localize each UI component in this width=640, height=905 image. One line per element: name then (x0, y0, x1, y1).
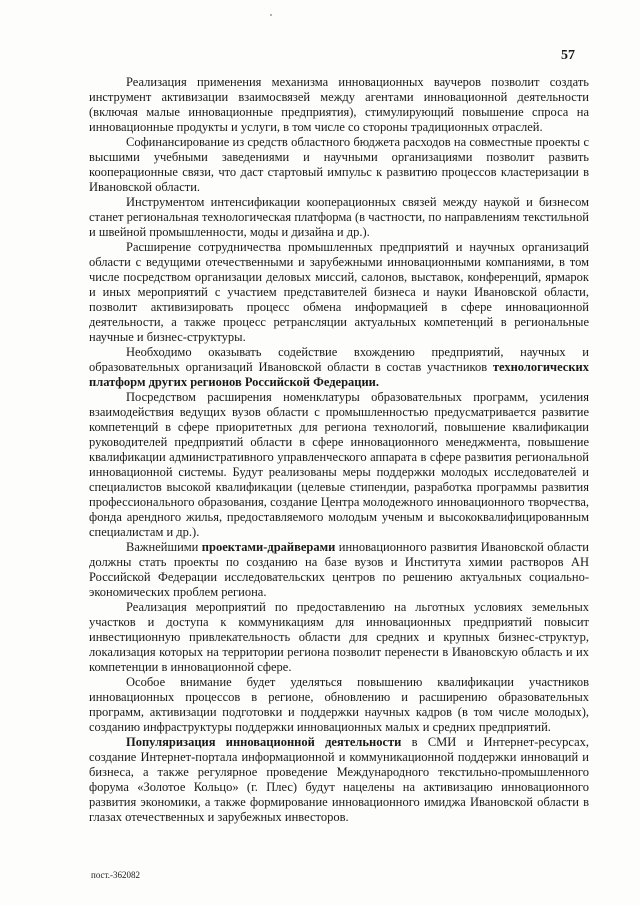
emphasis-technology-platforms: технологических платформ других регионов Российской Федерации. (89, 360, 589, 389)
emphasis-popularization: Популяризация инновационной деятельности (126, 735, 402, 749)
text-run: Необходимо оказывать содействие вхождению предприятий, научных и образовательных организаций Ивановской области в состав участников (89, 345, 589, 374)
text-run: Посредством расширения номенклатуры образовательных программ, усиления взаимодействия ведущих вузов области с промышленностью предусматривается развитие компетенций в сфере приоритетных для региона технологий, повышение квалификации руководителей предприятий области в сфере инновационного менеджмента, повышение квалификации административного управленческого аппарата в сфере развития региональной инновационной системы. Будут реализованы меры поддержки молодых исследователей и специалистов высокой квалификации (целевые стипендии, разработка программы развития профессионального образования, создание Центра молодежного инновационного творчества, фонда арендного жилья, предоставляемого молодым ученым и высококвалифицированным специалистам и др.). (89, 390, 589, 539)
text-run: Инструментом интенсификации кооперационных связей между наукой и бизнесом станет региональная технологическая платформа (в частности, по направлениям текстильной и швейной промышленности, моды и дизайна и др.). (89, 195, 589, 239)
paragraph (89, 240, 589, 345)
body-text (89, 75, 589, 825)
paragraph (89, 345, 589, 390)
paragraph (89, 135, 589, 195)
emphasis-driver-projects: проектами-драйверами (201, 540, 336, 554)
text-run: Реализация применения механизма инновационных ваучеров позволит создать инструмент активизации взаимосвязей между агентами инновационной деятельности (включая малые инновационные предприятия), стимулирующий повышение спроса на инновационные продукты и услуги, в том числе со стороны традиционных отраслей. (89, 75, 589, 134)
text-run: в СМИ и Интернет-ресурсах, создание Интернет-портала информационной и коммуникационной поддержки инноваций и бизнеса, а также регулярное проведение Международного текстильно-промышленного форума «Золотое Кольцо» (г. Плес) будут нацелены на активизацию инновационного развития экономики, а также формирование инновационного имиджа Ивановской области в глазах отечественных и зарубежных инвесторов. (89, 735, 589, 824)
paragraph (89, 195, 589, 240)
paragraph (89, 675, 589, 735)
text-run: Расширение сотрудничества промышленных предприятий и научных организаций области с ведущими отечественными и зарубежными инновационными компаниями, в том числе посредством организации деловых миссий, салонов, выставок, конференций, ярмарок и иных мероприятий с участием представителей бизнеса и науки Ивановской области, позволит активизировать процесс обмена информацией в сфере инновационной деятельности, а также процесс ретрансляции актуальных компетенций в региональные научные и бизнес-структуры. (89, 240, 589, 344)
page-number: 57 (561, 48, 575, 63)
text-run: Реализация мероприятий по предоставлению на льготных условиях земельных участков и доступа к коммуникациям для инновационных предприятий повысит инвестиционную привлекательность области для средних и крупных бизнес-структур, локализация которых на территории региона позволит перенести в Ивановскую область и их компетенции в инновационной сфере. (89, 600, 589, 674)
paragraph (89, 75, 589, 135)
text-run: инновационного развития Ивановской области должны стать проекты по созданию на базе вузов и Института химии растворов АН Российской Федерации исследовательских центров по решению актуальных социально-экономических проблем региона. (89, 540, 589, 599)
text-run: Важнейшими (126, 540, 202, 554)
paragraph (89, 390, 589, 540)
paragraph (89, 540, 589, 600)
footer-document-code: пост.-362082 (91, 870, 141, 880)
scan-artifact-dot (270, 14, 272, 16)
text-run: Софинансирование из средств областного бюджета расходов на совместные проекты с высшими учебными заведениями и научными организациями позволит развить кооперационные связи, что даст стартовый импульс к развитию процессов кластеризации в Ивановской области. (89, 135, 589, 194)
paragraph (89, 600, 589, 675)
paragraph (89, 735, 589, 825)
text-run: Особое внимание будет уделяться повышению квалификации участников инновационных процессов в регионе, обновлению и расширению образовательных программ, активизации подготовки и поддержки научных кадров (в том числе молодых), созданию инфраструктуры поддержки инновационных малых и средних предприятий. (89, 675, 589, 734)
